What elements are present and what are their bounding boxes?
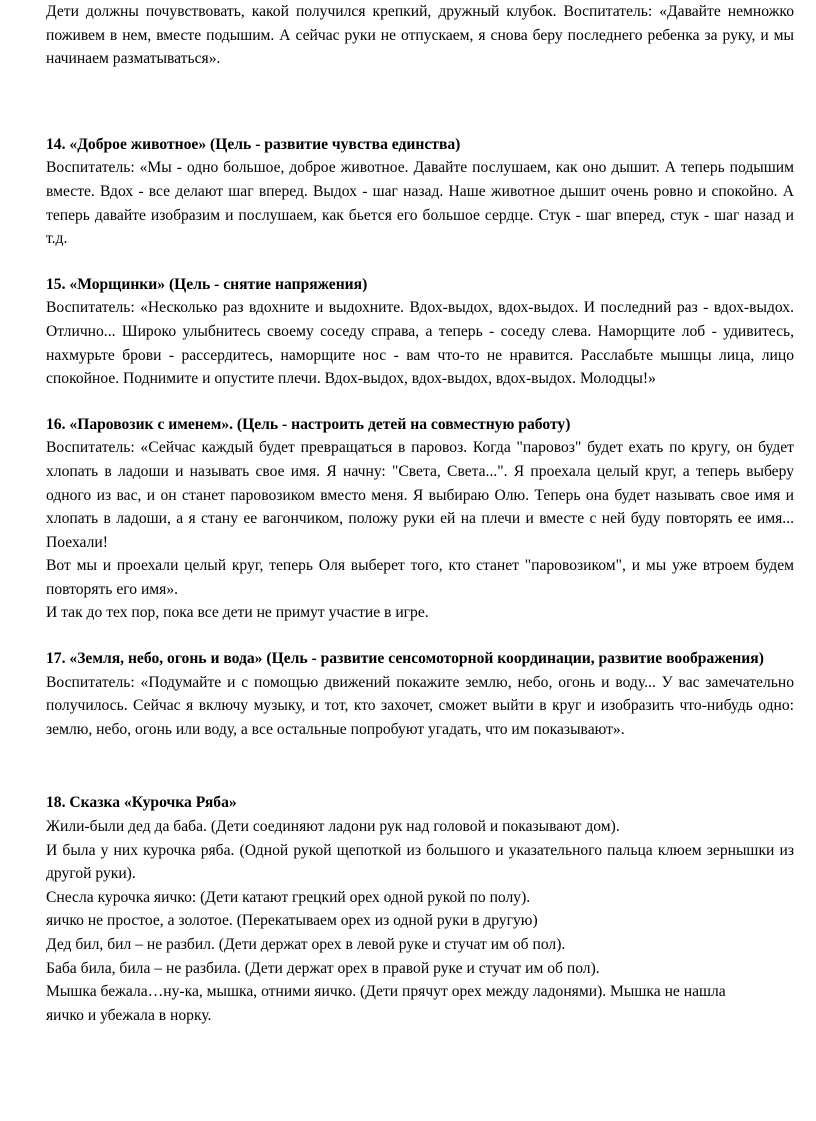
tale-line-5: Дед бил, бил – не разбил. (Дети держат орех в левой руке и стучат им об пол).: [46, 936, 566, 953]
intro-paragraph: Дети должны почувствовать, какой получился крепкий, дружный клубок. Воспитатель: «Давайте немножко поживем в нем, вместе подышим. А сейчас руки не отпускаем, я снова беру последнего ребенка за руку, и мы начинаем разматываться».: [46, 3, 794, 68]
section-16-body-1: Воспитатель: «Сейчас каждый будет превращаться в паровоз. Когда "паровоз" будет ехать по кругу, он будет хлопать в ладоши и называть свое имя. Я начну: "Света, Света...". Я проехала целый круг, а теперь выберу одного из вас, и он станет паровозиком вместо меня. Я выбираю Олю. Теперь она будет называть свое имя и хлопать в ладоши, а я стану ее вагончиком, положу руки ей на плечи и вместе с ней буду повторять ее имя... Поехали!: [46, 439, 794, 551]
section-14-title: 14. «Доброе животное» (Цель - развитие чувства единства): [46, 135, 461, 153]
tale-line-3: Снесла курочка яичко: (Дети катают грецкий орех одной рукой по полу).: [46, 888, 531, 906]
tale-line-6: Баба била, била – не разбила. (Дети держат орех в правой руке и стучат им об пол).: [46, 959, 600, 977]
section-16-body-3: И так до тех пор, пока все дети не примут участие в игре.: [46, 604, 429, 622]
tale-line-2: И была у них курочка ряба. (Одной рукой щепоткой из большого и указательного пальца клюем зернышки из другой руки).: [46, 841, 794, 883]
tale-line-7: Мышка бежала…ну-ка, мышка, отними яичко. (Дети прячут орех между ладонями). Мышка не нашла яичко и убежала в норку.: [46, 983, 726, 1024]
tale-line-4: яичко не простое, а золотое. (Перекатываем орех из одной руки в другую): [46, 912, 538, 930]
section-18-title: 18. Сказка «Курочка Ряба»: [46, 794, 237, 812]
tale-line-1: Жили-были дед да баба. (Дети соединяют ладони рук над головой и показывают дом).: [46, 818, 620, 836]
section-14-body: Воспитатель: «Мы - одно большое, доброе животное. Давайте послушаем, как оно дышит. А теперь подышим вместе. Вдох - все делают шаг вперед. Выдох - шаг назад. Наше животное дышит очень ровно и спокойно. А теперь давайте изобразим и послушаем, как бьется его большое сердце. Стук - шаг вперед, стук - шаг назад и т.д.: [46, 159, 794, 248]
section-15-title: 15. «Морщинки» (Цель - снятие напряжения): [46, 275, 368, 293]
section-17-body: Воспитатель: «Подумайте и с помощью движений покажите землю, небо, огонь и воду... У вас замечательно получилось. Сейчас я включу музыку, и тот, кто захочет, сможет выйти в круг и изобразить что-нибудь одно: землю, небо, огонь или воду, а все остальные попробуют угадать, что им показывают».: [46, 673, 794, 738]
section-15-body: Воспитатель: «Несколько раз вдохните и выдохните. Вдох-выдох, вдох-выдох. И последний раз - вдох-выдох. Отлично... Широко улыбнитесь своему соседу справа, а теперь - соседу слева. Наморщите лоб - удивитесь, нахмурьте брови - рассердитесь, наморщите нос - вам что-то не нравится. Расслабьте мышцы лица, лицо спокойное. Поднимите и опустите плечи. Вдох-выдох, вдох-выдох, вдох-выдох. Молодцы!»: [46, 299, 794, 388]
section-17-title: 17. «Земля, небо, огонь и вода» (Цель - развитие сенсомоторной координации, развитие воображения): [46, 650, 764, 668]
section-16-body-2: Вот мы и проехали целый круг, теперь Оля выберет того, кто станет "паровозиком", и мы уже втроем будем повторять его имя».: [46, 557, 794, 598]
section-16-title: 16. «Паровозик с именем». (Цель - настроить детей на совместную работу): [46, 415, 571, 433]
document-page: [46, 0, 794, 1027]
